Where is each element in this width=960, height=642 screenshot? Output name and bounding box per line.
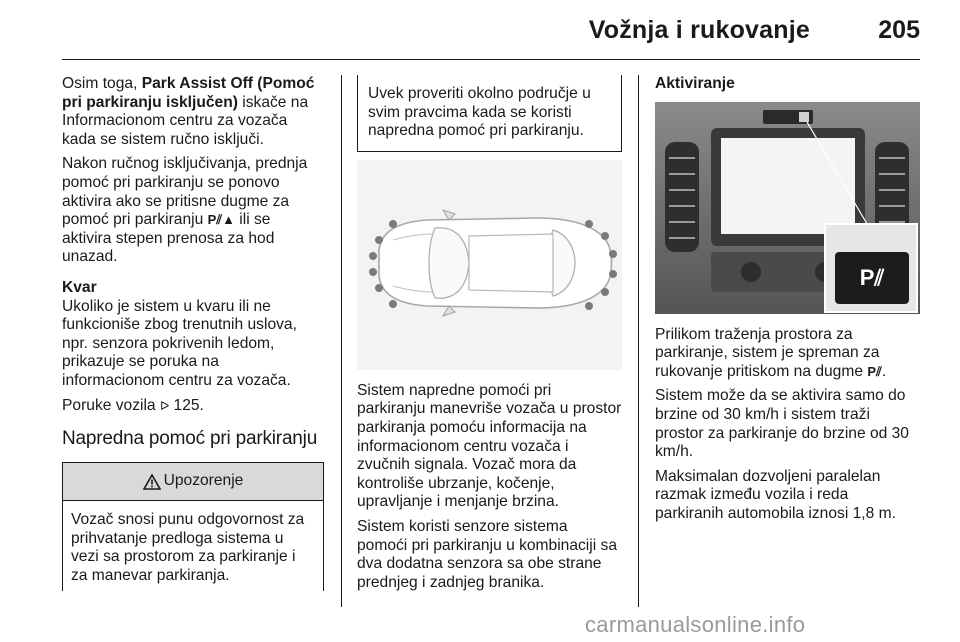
car-top-view-icon [357,160,622,370]
vehicle-messages-ref: Poruke vozila ᐅ 125. [62,396,204,414]
fault-heading: Kvar [62,278,97,296]
chapter-title: Vožnja i rukovanje [588,16,810,44]
speed-limit-paragraph: Sistem može da se aktivira samo do brzine od 30 km/h i sistem traži prostor za parkiranje do brzine od 30 km/h. [655,387,909,461]
system-description: Sistem napredne pomoći pri parkiranju manevriše vozača u prostor parkiranja pomoću informacija na informacionom centru vozača i zvučnih signala. Vozač mora da kontroliše ubrzanje, kočenje, upravljanje i menjanje brzina. [357,381,622,511]
activation-paragraph: Prilikom traženja prostora za parkiranje, sistem je spreman za rukovanje pritiskom na dugme P⫽. [655,325,887,380]
park-assist-button-icon: P⫽▲ [207,212,235,228]
sensor-description: Sistem koristi senzore sistema pomoći pri parkiranju u kombinaciji sa dva dodatna senzora sa obe strane prednjeg i zadnjeg branika. [357,517,618,591]
dashboard-photo [655,102,920,314]
car-sensor-illustration [357,160,622,370]
column-3 [655,75,920,530]
park-assist-button-icon: P⫽ [867,363,882,379]
warning-triangle-icon [143,474,161,490]
caution-note: Uvek proveriti okolno područje u svim pravcima kada se koristi napredna pomoć pri parkiranju. [357,75,622,152]
page-reference-icon: ᐅ [159,398,170,413]
warning-text: Vozač snosi punu odgovornost za prihvatanje predloga sistema u vezi sa prostorom za parkiranje i za manevar parkiranja. [71,511,305,584]
column-1 [62,75,324,591]
warning-header [63,463,323,501]
section-title: Napredna pomoć pri parkiranju [62,428,318,450]
page-number: 205 [878,16,920,44]
dashboard-illustration [655,102,920,314]
park-assist-button-icon: P⫽ [859,264,885,290]
column-divider-2 [638,75,639,607]
page-header [62,16,920,60]
warning-box [62,462,324,591]
warning-title: Upozorenje [163,472,244,490]
watermark-text: carmanualsonline.info [585,612,806,637]
activation-heading: Aktiviranje [655,75,735,92]
distance-paragraph: Maksimalan dozvoljeni paralelan razmak između vozila i reda parkiranih automobila iznosi 1,8 m. [655,467,896,522]
paragraph-manual-off: Nakon ručnog isključivanja, prednja pomoć pri parkiranju se ponovo aktivira ako se pritisne dugme za pomoć pri parkiranju P⫽▲ ili se aktivira stepen prenosa za hod unazad. [62,155,308,266]
column-divider-1 [341,75,342,607]
park-assist-off-label: Park Assist Off (Pomoć pri parkiranju isključen) [62,75,315,111]
header-divider [62,59,920,60]
paragraph-park-assist-off: Osim toga, Park Assist Off (Pomoć pri parkiranju isključen) iskače na Informacionom centru za vozača kada se sistem ručno isključi. [62,75,315,148]
column-2 [357,75,622,598]
fault-paragraph: Ukoliko je sistem u kvaru ili ne funkcioniše zbog trenutnih uslova, npr. senzora pokrivenih ledom, prikazuje se poruka na informacionom centru za vozača. [62,297,297,389]
